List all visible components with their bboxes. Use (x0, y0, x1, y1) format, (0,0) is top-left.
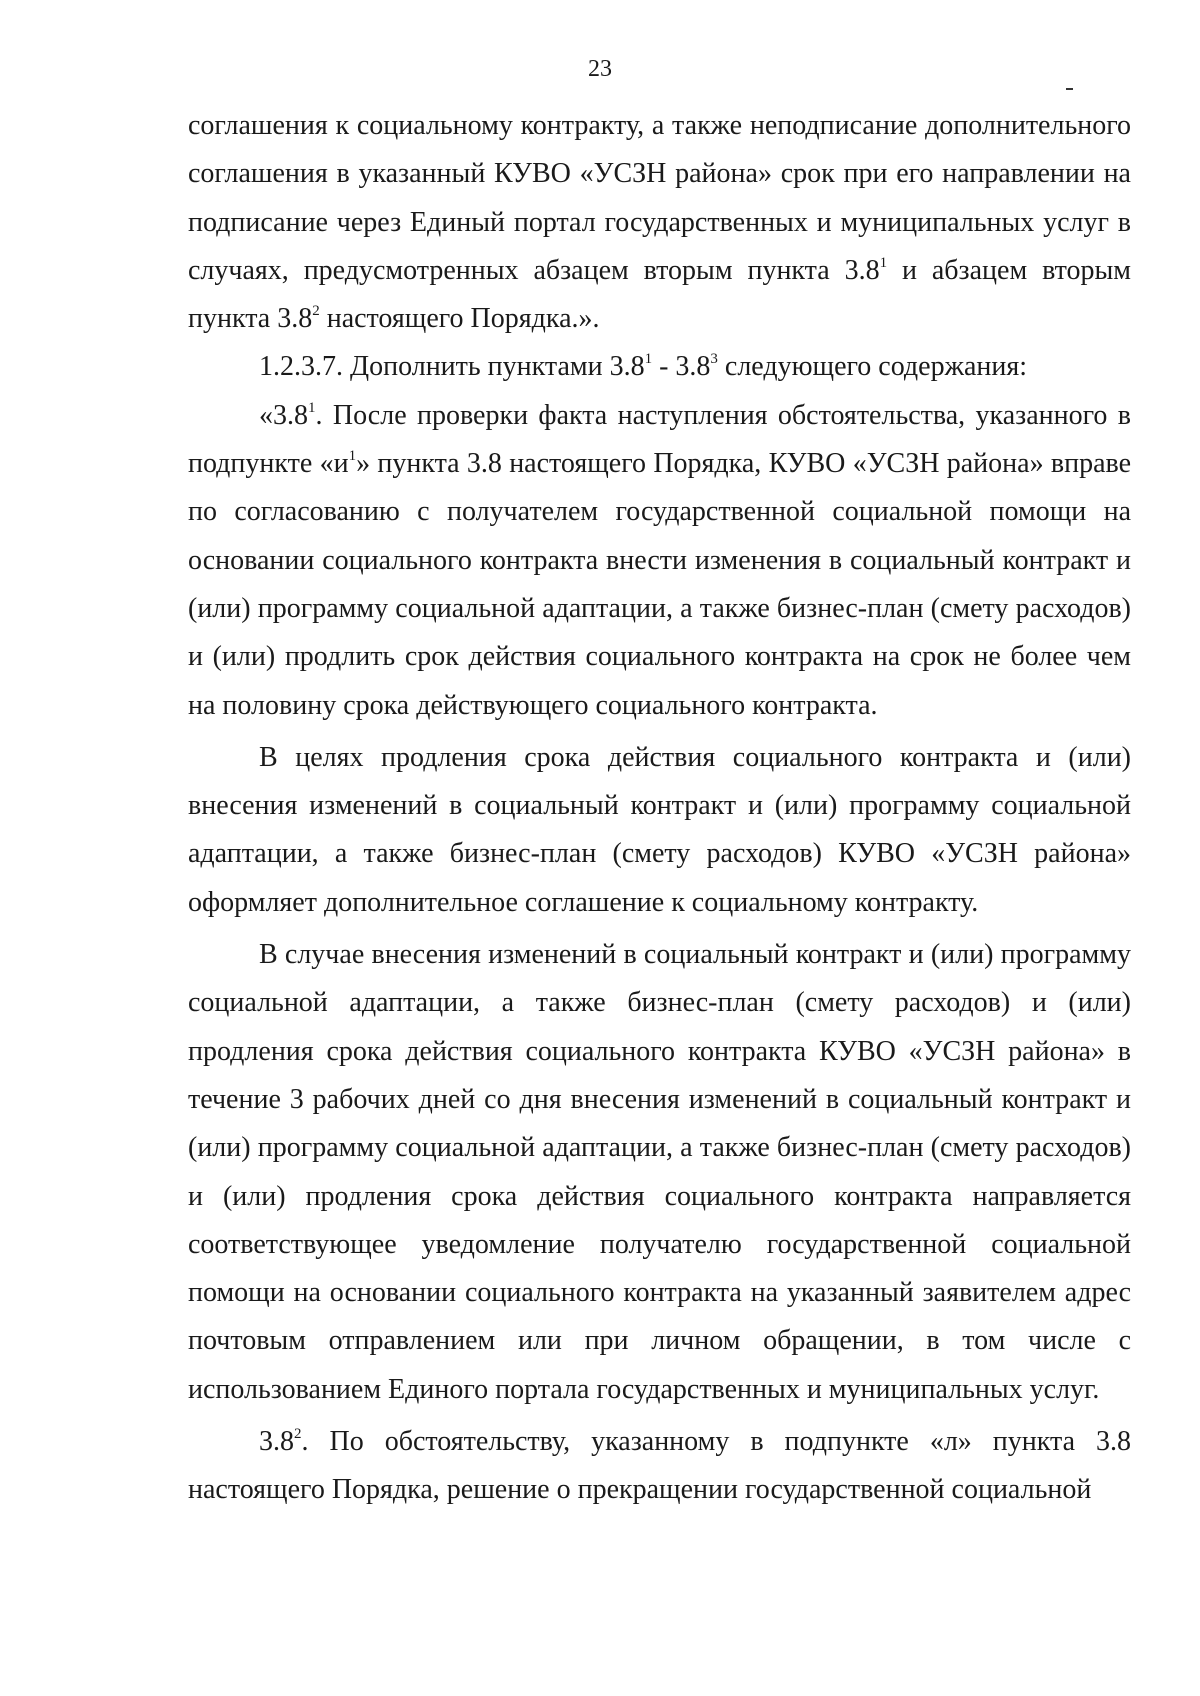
document-body (188, 102, 1131, 1515)
paragraph-text: . После проверки факта наступления обстоятельства, указанного в подпункте «и (188, 399, 1131, 480)
paragraph-text: «3.8 (259, 399, 308, 431)
superscript: 1 (348, 448, 357, 465)
paragraph-text: следующего содержания: (717, 351, 1027, 383)
paragraph-clause-3-8-1 (188, 392, 1131, 730)
paragraph-text: 1.2.3.7. Дополнить пунктами 3.8 (259, 351, 645, 383)
superscript: 1 (308, 399, 316, 416)
paragraph-amendment-1-2-3-7 (188, 343, 1131, 391)
scan-mark (1066, 88, 1073, 90)
superscript: 1 (644, 351, 653, 368)
paragraph-continuation (188, 102, 1131, 343)
paragraph-text: настоящего Порядка.». (319, 303, 600, 335)
paragraph-text: - 3.8 (652, 351, 711, 383)
superscript: 2 (294, 1426, 302, 1443)
superscript: 3 (710, 351, 718, 368)
paragraph-extension-purpose: В целях продления срока действия социального контракта и (или) внесения изменений в социальный контракт и (или) программу социальной адаптации, а также бизнес-план (смету расходов) КУВО «УСЗН района» оформляет дополнительное соглашение к социальному контракту. (188, 741, 1131, 918)
paragraph-text: » пункта 3.8 настоящего Порядка, КУВО «УСЗН района» вправе по согласованию с получателем государственной социальной помощи на основании социального контракта внести изменения в социальный контракт и (или) программу социальной адаптации, а также бизнес-план (смету расходов) и (или) продлить срок действия социального контракта на срок не более чем на половину срока действующего социального контракта. (188, 448, 1131, 721)
paragraph-text: . По обстоятельству, указанному в подпункте «л» пункта 3.8 настоящего Порядка, решение о прекращении государственной социальной (188, 1426, 1131, 1506)
paragraph-text: 3.8 (259, 1426, 294, 1458)
page-number: 23 (588, 56, 612, 82)
superscript: 2 (312, 303, 320, 320)
paragraph-text: соглашения к социальному контракту, а также неподписание дополнительного соглашения в указанный КУВО «УСЗН района» срок при его направлении на подписание через Единый портал государственных и муниципальных услуг в случаях, предусмотренных абзацем вторым пункта 3.8 (188, 110, 1131, 286)
paragraph-text: и абзацем вторым пункта 3.8 (188, 254, 1131, 335)
paragraph-clause-3-8-2 (188, 1418, 1131, 1515)
superscript: 1 (879, 254, 888, 271)
paragraph-notification: В случае внесения изменений в социальный контракт и (или) программу социальной адаптации, а также бизнес-план (смету расходов) и (или) продления срока действия социального контракта КУВО «УСЗН района» в течение 3 рабочих дней со дня внесения изменений в социальный контракт и (или) программу социальной адаптации, а также бизнес-план (смету расходов) и (или) продления срока действия социального контракта направляется соответствующее уведомление получателю государственной социальной помощи на основании социального контракта на указанный заявителем адрес почтовым отправлением или при личном обращении, в том числе с использованием Единого портала государственных и муниципальных услуг. (188, 939, 1131, 1405)
